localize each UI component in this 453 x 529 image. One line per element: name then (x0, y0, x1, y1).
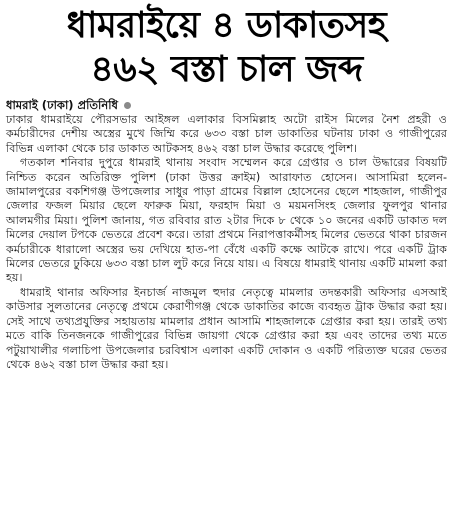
headline-line-1: ধামরাইয়ে ৪ ডাকাতসহ (66, 5, 387, 46)
paragraph-3: ধামরাই থানার অফিসার ইনচার্জ নাজমুল হুদার নেতৃত্বে মামলার তদন্তকারী অফিসার এসআই কাউসার সুলতানের নেতৃত্বে প্রথমে কেরাণীগঞ্জ থেকে ডাকাতির কাজে ব্যবহৃত ট্রাক উদ্ধার করা হয়। সেই সাথে তথ্যপ্রযুক্তির সহায়তায় মামলার প্রধান আসামি শাহজালকে গ্রেপ্তার করা হয়। তারই তথ্য মতে বাকি তিনজনকে গাজীপুরের বিভিন্ন জায়গা থেকে গ্রেপ্তার করা হয় এবং তাদের তথ্য মতে পটুয়াখালীর গলাচিপা উপজেলার চরবিশ্বাস এলাকা একটি দোকান ও একটি পরিত্যক্ত ঘরের ভেতর থেকে ৪৬২ বস্তা চাল উদ্ধার করা হয়। (6, 285, 447, 371)
byline-text: ধামরাই (ঢাকা) প্রতিনিধি (6, 98, 118, 112)
headline (0, 4, 453, 92)
paragraph-2: গতকাল শনিবার দুপুরে ধামরাই থানায় সংবাদ সম্মেলন করে গ্রেপ্তার ও চাল উদ্ধারের বিষয়টি নিশ্চিত করেন অতিরিক্ত পুলিশ (ঢাকা উত্তর ক্রাইম) আরাফাত হোসেন। আসামিরা হলেন- জামালপুরের বকশিগঞ্জ উপজেলার সাধুর পাড়া গ্রামের বিল্লাল হোসেনের ছেলে শাহজাল, গাজীপুর জেলার ফজল মিয়ার ছেলে ফারুক মিয়া, ফরহাদ মিয়া ও ময়মনসিংহ জেলার ফুলপুর থানার আলমগীর মিয়া। পুলিশ জানায়, গত রবিবার রাত ২টার দিকে ৮ থেকে ১০ জনের একটি ডাকাত দল মিলের দেয়াল টপকে ভেতরে প্রবেশ করে। তারা প্রথমে নিরাপত্তাকর্মীসহ মিলের ভেতরে থাকা চারজন কর্মচারীকে ধারালো অস্ত্রের ভয় দেখিয়ে হাত-পা বেঁধে একটি কক্ষে আটকে রাখে। পরে একটি ট্রাক মিলের ভেতরে ঢুকিয়ে ৬৩৩ বস্তা চাল লুট করে নিয়ে যায়। এ বিষয়ে ধামরাই থানায় একটি মামলা করা হয়। (6, 156, 447, 285)
headline-line-2: ৪৬২ বস্তা চাল জব্দ (90, 49, 363, 90)
article-body (6, 113, 447, 372)
bullet-dot-icon (124, 102, 131, 109)
paragraph-1: ঢাকার ধামরাইয়ে পৌরসভার আইঙ্গল এলাকার বিসমিল্লাহ অটো রাইস মিলের নৈশ প্রহরী ও কর্মচারীদের দেশীয় অস্ত্রের মুখে জিম্মি করে ৬৩৩ বস্তা চাল ডাকাতির ঘটনায় ঢাকা ও গাজীপুরের বিভিন্ন এলাকা থেকে চার ডাকাত আটকসহ ৪৬২ বস্তা চাল উদ্ধার করেছে পুলিশ। (6, 113, 447, 155)
